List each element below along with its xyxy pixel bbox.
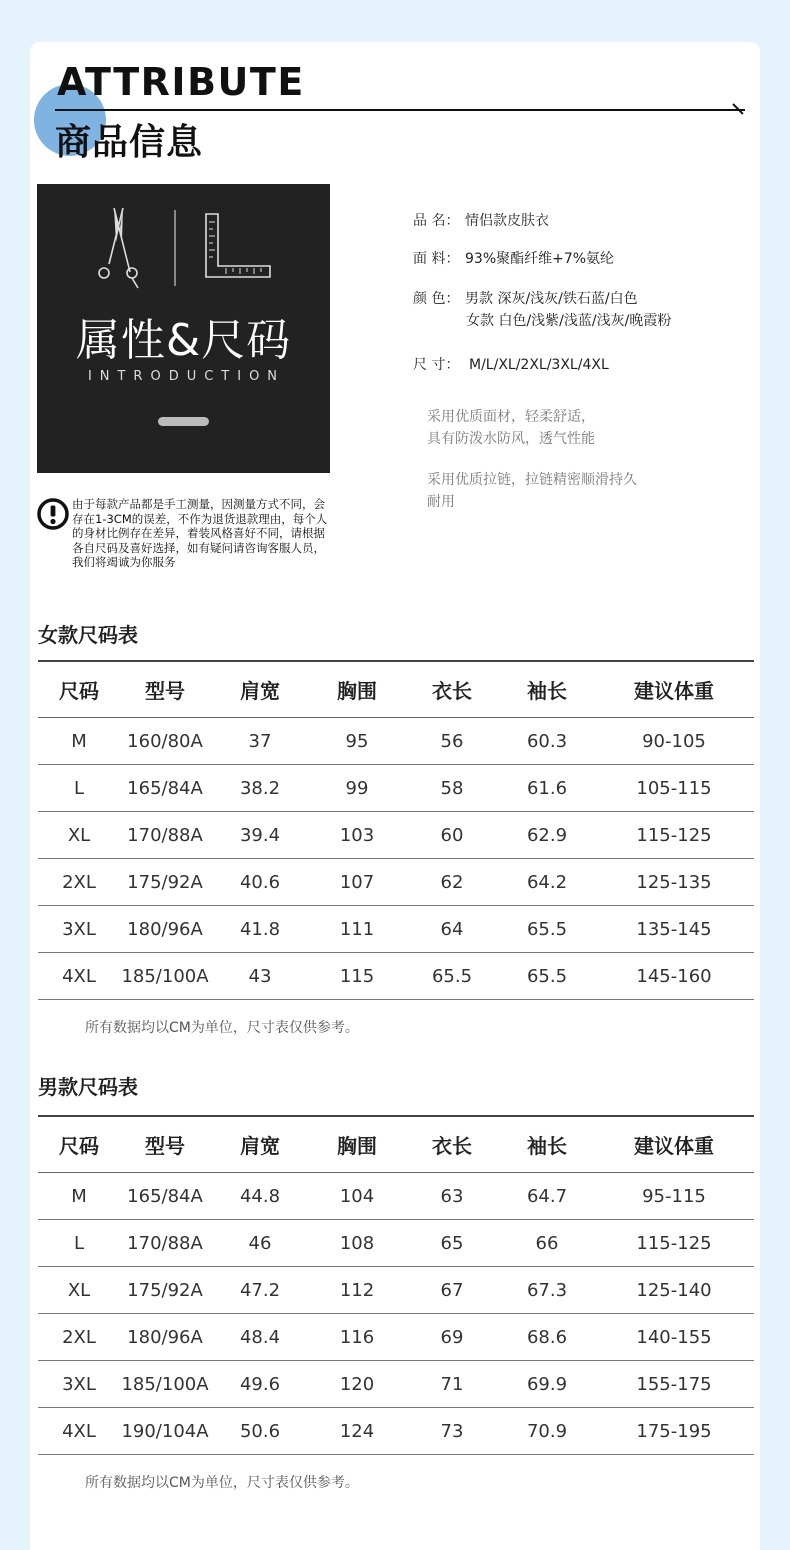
table-cell: 68.6 bbox=[500, 1314, 594, 1361]
table-cell: 165/84A bbox=[120, 765, 210, 812]
table-cell: 115-125 bbox=[594, 812, 754, 859]
table-cell: 61.6 bbox=[500, 765, 594, 812]
ruler-icon bbox=[206, 214, 270, 277]
women-size-note: 所有数据均以CM为单位，尺寸表仅供参考。 bbox=[85, 1020, 359, 1036]
table-row bbox=[38, 1220, 754, 1267]
women-size-title: 女款尺码表 bbox=[38, 623, 138, 647]
table-cell: 44.8 bbox=[210, 1173, 310, 1220]
table-cell: 155-175 bbox=[594, 1361, 754, 1408]
table-cell: 2XL bbox=[38, 859, 120, 906]
column-header: 型号 bbox=[120, 1116, 210, 1173]
table-cell: M bbox=[38, 1173, 120, 1220]
men-size-table bbox=[38, 1115, 754, 1455]
table-cell: 62.9 bbox=[500, 812, 594, 859]
table-cell: 48.4 bbox=[210, 1314, 310, 1361]
table-row bbox=[38, 859, 754, 906]
table-cell: 95-115 bbox=[594, 1173, 754, 1220]
attr-color-label: 颜 色： bbox=[413, 291, 460, 307]
table-cell: 3XL bbox=[38, 1361, 120, 1408]
table-cell: L bbox=[38, 1220, 120, 1267]
table-cell: 65 bbox=[404, 1220, 500, 1267]
banner-pill-decor bbox=[158, 417, 209, 426]
table-cell: 2XL bbox=[38, 1314, 120, 1361]
table-cell: 111 bbox=[310, 906, 404, 953]
table-row bbox=[38, 1361, 754, 1408]
column-header: 肩宽 bbox=[210, 1116, 310, 1173]
feature-desc-fabric bbox=[427, 406, 595, 450]
table-cell: 37 bbox=[210, 718, 310, 765]
table-cell: 185/100A bbox=[120, 1361, 210, 1408]
attr-size-value: M/L/XL/2XL/3XL/4XL bbox=[469, 357, 609, 373]
table-row bbox=[38, 1173, 754, 1220]
banner-title: 属性&尺码 bbox=[75, 315, 292, 366]
attr-name-row bbox=[413, 210, 549, 230]
table-cell: 65.5 bbox=[500, 953, 594, 1000]
table-cell: 60.3 bbox=[500, 718, 594, 765]
table-cell: 65.5 bbox=[500, 906, 594, 953]
table-row bbox=[38, 812, 754, 859]
table-cell: 50.6 bbox=[210, 1408, 310, 1455]
table-cell: 65.5 bbox=[404, 953, 500, 1000]
attribute-banner bbox=[37, 184, 330, 473]
table-cell: 125-135 bbox=[594, 859, 754, 906]
table-cell: 160/80A bbox=[120, 718, 210, 765]
table-cell: 95 bbox=[310, 718, 404, 765]
table-cell: 60 bbox=[404, 812, 500, 859]
header-title-en: ATTRIBUTE bbox=[57, 60, 305, 104]
table-header-row bbox=[38, 661, 754, 718]
header-title-cn: 商品信息 bbox=[55, 122, 204, 163]
men-size-title: 男款尺码表 bbox=[38, 1075, 138, 1099]
column-header: 肩宽 bbox=[210, 661, 310, 718]
table-cell: 56 bbox=[404, 718, 500, 765]
women-size-table bbox=[38, 660, 754, 1000]
banner-icons bbox=[37, 184, 330, 294]
table-cell: 63 bbox=[404, 1173, 500, 1220]
table-cell: 4XL bbox=[38, 953, 120, 1000]
table-cell: 180/96A bbox=[120, 906, 210, 953]
attr-size-row bbox=[413, 354, 609, 374]
table-cell: 70.9 bbox=[500, 1408, 594, 1455]
table-cell: 135-145 bbox=[594, 906, 754, 953]
table-cell: 116 bbox=[310, 1314, 404, 1361]
table-cell: 115 bbox=[310, 953, 404, 1000]
table-cell: 124 bbox=[310, 1408, 404, 1455]
table-cell: 175/92A bbox=[120, 1267, 210, 1314]
column-header: 胸围 bbox=[310, 1116, 404, 1173]
table-cell: 38.2 bbox=[210, 765, 310, 812]
table-cell: 103 bbox=[310, 812, 404, 859]
attr-fabric-label: 面 料： bbox=[413, 251, 460, 267]
column-header: 袖长 bbox=[500, 1116, 594, 1173]
table-cell: 175-195 bbox=[594, 1408, 754, 1455]
table-cell: XL bbox=[38, 812, 120, 859]
table-cell: 125-140 bbox=[594, 1267, 754, 1314]
table-cell: 67 bbox=[404, 1267, 500, 1314]
attr-color-row bbox=[413, 288, 638, 308]
attr-size-label: 尺 寸： bbox=[413, 357, 460, 373]
table-cell: 58 bbox=[404, 765, 500, 812]
table-cell: 46 bbox=[210, 1220, 310, 1267]
column-header: 袖长 bbox=[500, 661, 594, 718]
measurement-notice: 由于每款产品都是手工测量，因测量方式不同，会存在1-3CM的误差，不作为退货退款理由，每个人的身材比例存在差异，着装风格喜好不同，请根据各自尺码及喜好选择，如有疑问请咨询客服人员，我们将竭诚为你服务 bbox=[72, 497, 328, 569]
column-header: 衣长 bbox=[404, 1116, 500, 1173]
table-cell: 69 bbox=[404, 1314, 500, 1361]
table-cell: 49.6 bbox=[210, 1361, 310, 1408]
table-cell: 185/100A bbox=[120, 953, 210, 1000]
table-cell: 64 bbox=[404, 906, 500, 953]
attr-name-value: 情侣款皮肤衣 bbox=[465, 213, 549, 229]
table-cell: M bbox=[38, 718, 120, 765]
attr-fabric-value: 93%聚酯纤维+7%氨纶 bbox=[465, 251, 615, 267]
table-cell: 107 bbox=[310, 859, 404, 906]
column-header: 型号 bbox=[120, 661, 210, 718]
column-header: 尺码 bbox=[38, 1116, 120, 1173]
table-cell: 66 bbox=[500, 1220, 594, 1267]
table-row bbox=[38, 906, 754, 953]
table-cell: 64.7 bbox=[500, 1173, 594, 1220]
table-cell: 112 bbox=[310, 1267, 404, 1314]
table-cell: 145-160 bbox=[594, 953, 754, 1000]
table-cell: 90-105 bbox=[594, 718, 754, 765]
header-divider bbox=[55, 109, 745, 111]
table-cell: 165/84A bbox=[120, 1173, 210, 1220]
men-size-note: 所有数据均以CM为单位，尺寸表仅供参考。 bbox=[85, 1475, 359, 1491]
table-cell: 105-115 bbox=[594, 765, 754, 812]
table-cell: XL bbox=[38, 1267, 120, 1314]
table-cell: 41.8 bbox=[210, 906, 310, 953]
table-cell: 40.6 bbox=[210, 859, 310, 906]
scissors-icon bbox=[99, 208, 138, 288]
table-cell: 73 bbox=[404, 1408, 500, 1455]
table-row bbox=[38, 1408, 754, 1455]
table-cell: 99 bbox=[310, 765, 404, 812]
table-header-row bbox=[38, 1116, 754, 1173]
table-cell: 3XL bbox=[38, 906, 120, 953]
table-cell: 4XL bbox=[38, 1408, 120, 1455]
table-cell: 62 bbox=[404, 859, 500, 906]
table-row bbox=[38, 718, 754, 765]
feature-desc-line: 采用优质面材，轻柔舒适， bbox=[427, 409, 595, 425]
feature-desc-zipper bbox=[427, 469, 637, 513]
table-cell: 140-155 bbox=[594, 1314, 754, 1361]
column-header: 建议体重 bbox=[594, 1116, 754, 1173]
attr-color-value-women: 女款 白色/浅紫/浅蓝/浅灰/晚霞粉 bbox=[466, 313, 672, 329]
table-cell: 104 bbox=[310, 1173, 404, 1220]
table-cell: 69.9 bbox=[500, 1361, 594, 1408]
feature-desc-line: 采用优质拉链，拉链精密顺滑持久 bbox=[427, 472, 637, 488]
table-row bbox=[38, 1267, 754, 1314]
table-cell: 108 bbox=[310, 1220, 404, 1267]
feature-desc-line: 耐用 bbox=[427, 494, 455, 510]
table-cell: 170/88A bbox=[120, 1220, 210, 1267]
table-cell: 64.2 bbox=[500, 859, 594, 906]
table-cell: 39.4 bbox=[210, 812, 310, 859]
table-cell: L bbox=[38, 765, 120, 812]
table-row bbox=[38, 1314, 754, 1361]
table-cell: 43 bbox=[210, 953, 310, 1000]
column-header: 尺码 bbox=[38, 661, 120, 718]
table-cell: 67.3 bbox=[500, 1267, 594, 1314]
attr-name-label: 品 名： bbox=[413, 213, 460, 229]
column-header: 建议体重 bbox=[594, 661, 754, 718]
table-cell: 47.2 bbox=[210, 1267, 310, 1314]
table-row bbox=[38, 765, 754, 812]
column-header: 衣长 bbox=[404, 661, 500, 718]
table-cell: 120 bbox=[310, 1361, 404, 1408]
table-row bbox=[38, 953, 754, 1000]
table-cell: 190/104A bbox=[120, 1408, 210, 1455]
table-cell: 175/92A bbox=[120, 859, 210, 906]
table-cell: 180/96A bbox=[120, 1314, 210, 1361]
column-header: 胸围 bbox=[310, 661, 404, 718]
exclamation-icon bbox=[37, 498, 69, 530]
table-cell: 115-125 bbox=[594, 1220, 754, 1267]
table-cell: 170/88A bbox=[120, 812, 210, 859]
attr-color-value-men: 男款 深灰/浅灰/铁石蓝/白色 bbox=[465, 291, 638, 307]
attr-fabric-row bbox=[413, 248, 614, 268]
banner-subtitle: INTRODUCTION bbox=[87, 369, 286, 384]
feature-desc-line: 具有防泼水防风，透气性能 bbox=[427, 431, 595, 447]
table-cell: 71 bbox=[404, 1361, 500, 1408]
